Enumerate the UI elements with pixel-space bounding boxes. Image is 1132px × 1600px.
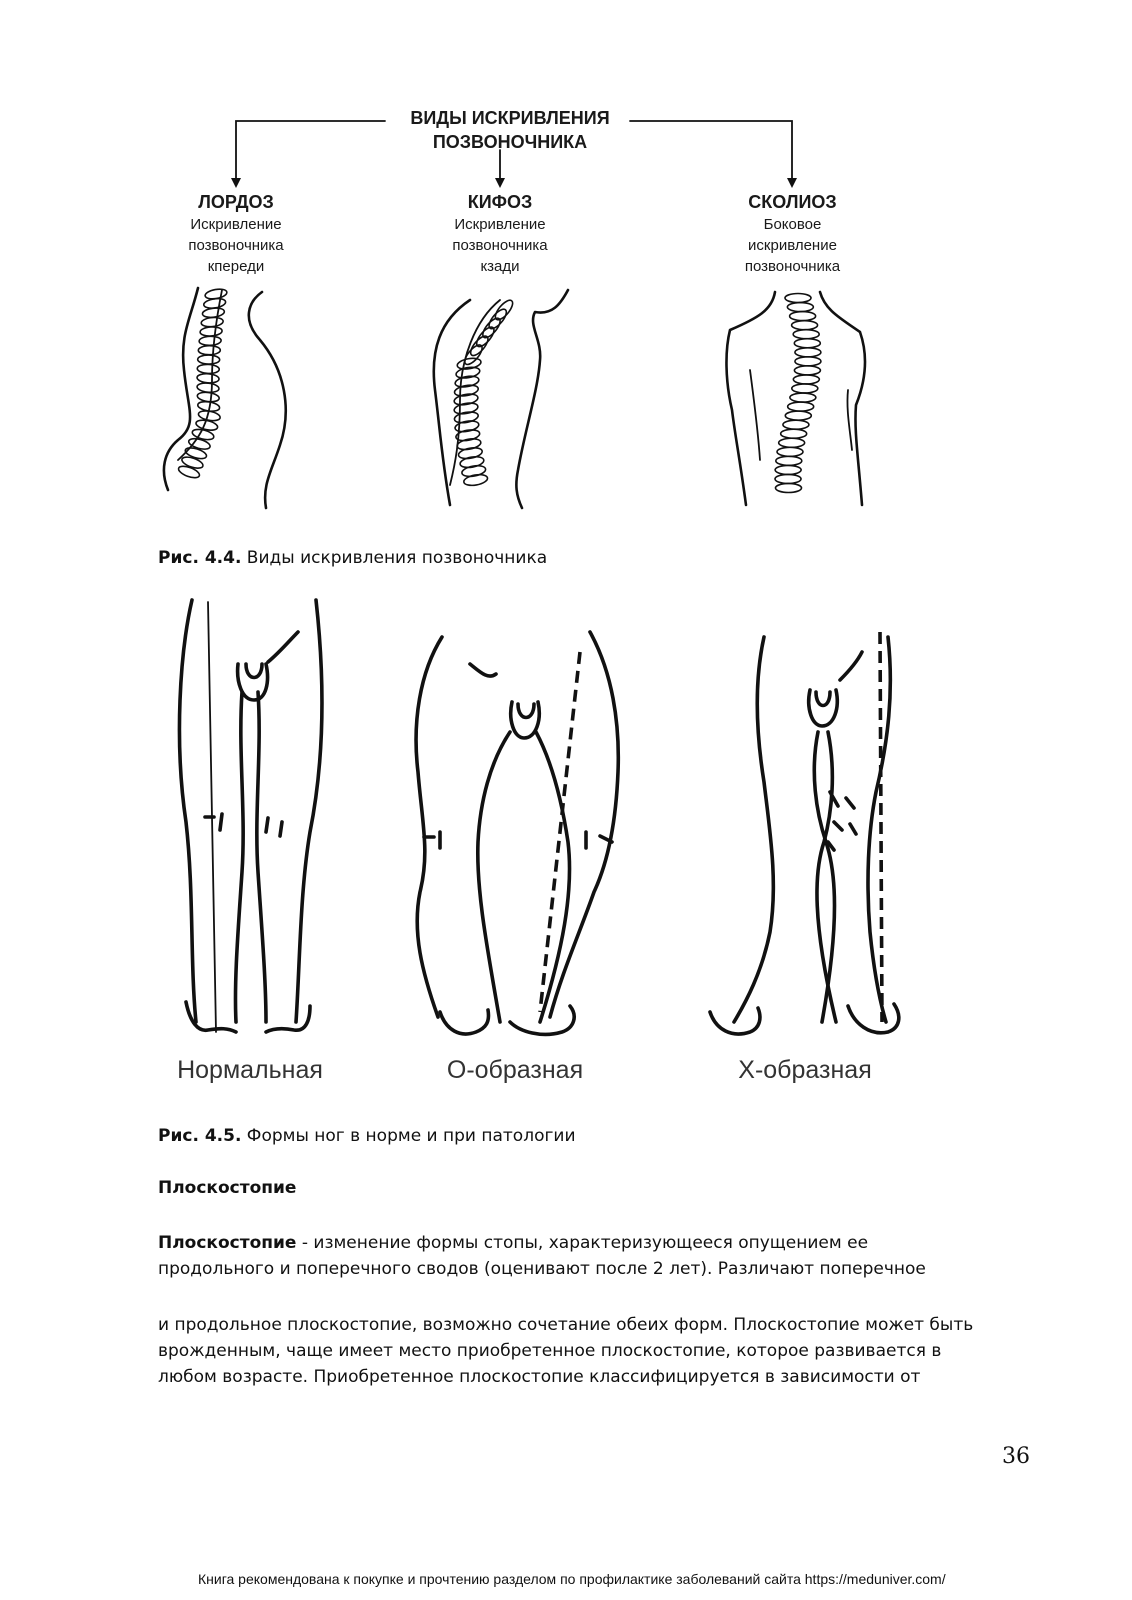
page-number: 36 (1002, 1444, 1030, 1469)
section-heading: Плоскостопие (158, 1178, 297, 1198)
label-x-shaped: Х-образная (738, 1056, 872, 1084)
caption-label: Рис. 4.4. (158, 548, 242, 568)
legs-illustrations (150, 592, 920, 1052)
arrow-kyphosis (495, 178, 505, 188)
normal-legs-illustration (179, 600, 322, 1032)
type-scoliosis: СКОЛИОЗ Боковое искривление позвоночника (744, 192, 841, 275)
caption-figure-4-4 (158, 546, 547, 570)
arrow-scoliosis (787, 178, 797, 188)
scoliosis-illustration (726, 292, 864, 505)
lordosis-illustration (164, 288, 286, 508)
label-o-shaped: О-образная (446, 1056, 584, 1084)
caption-text: Виды искривления позвоночника (241, 548, 548, 568)
diagram-title: ВИДЫ ИСКРИВЛЕНИЯ ПОЗВОНОЧНИКА (410, 108, 610, 152)
caption-figure-4-5 (158, 1124, 576, 1148)
type-kyphosis: КИФОЗ Искривление позвоночника кзади (452, 192, 548, 275)
arrow-lordosis (231, 178, 241, 188)
term: Плоскостопие (158, 1233, 297, 1253)
kyphosis-illustration (434, 290, 568, 508)
caption-label: Рис. 4.5. (158, 1126, 242, 1146)
caption-text: Формы ног в норме и при патологии (241, 1126, 576, 1146)
x-shaped-legs-illustration (710, 632, 899, 1034)
o-shaped-legs-illustration (416, 632, 618, 1034)
footer-note: Книга рекомендована к покупке и прочтению разделом по профилактике заболеваний сайта https://meduniver.com/ (198, 1571, 946, 1587)
label-normal: Нормальная (177, 1056, 323, 1084)
paragraph-2: и продольное плоскостопие, возможно сочетание обеих форм. Плоскостопие может быть врожденным, чаще имеет место приобретенное плоскостопие, которое развивается в любом возрасте. Приобретенное плоскостопие классифицируется в зависимости от (158, 1315, 974, 1387)
paragraph-1: Плоскостопие - изменение формы стопы, характеризующееся опущением ее продольного и поперечного сводов (оценивают после 2 лет). Различают поперечное (158, 1233, 926, 1279)
type-lordosis: ЛОРДОЗ Искривление позвоночника кпереди (188, 192, 284, 275)
spine-illustrations (150, 280, 910, 515)
